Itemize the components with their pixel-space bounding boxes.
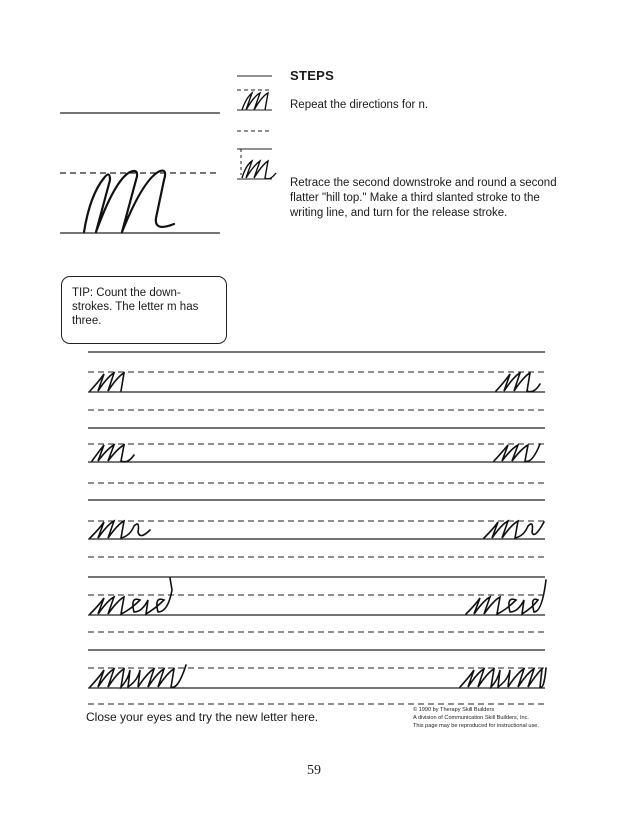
copyright-line3: This page may be reproduced for instructional use. bbox=[413, 723, 539, 729]
row1-word bbox=[0, 0, 1, 1]
step1-text: Repeat the directions for n. bbox=[290, 99, 429, 111]
step2-line2: flatter "hill top." Make a third slanted stroke to the bbox=[290, 192, 540, 204]
practice-row-1 bbox=[88, 352, 545, 410]
tip-line1: TIP: Count the down- bbox=[72, 287, 181, 299]
practice-row-2 bbox=[88, 428, 545, 483]
tip-line2: strokes. The letter m has bbox=[72, 301, 199, 313]
row4-right-mad bbox=[466, 580, 546, 614]
row3-right-me bbox=[484, 521, 544, 538]
step2-line3: writing line, and turn for the release stroke. bbox=[290, 207, 508, 219]
step2-line1: Retrace the second downstroke and round a second bbox=[290, 177, 557, 189]
row5-right-mum bbox=[460, 668, 546, 687]
copyright-line2: A division of Communication Skill Builders, Inc. bbox=[413, 715, 529, 721]
practice-row-3 bbox=[88, 500, 545, 557]
row1-right-m bbox=[496, 373, 540, 392]
row2-right-m bbox=[494, 444, 540, 461]
row4-left-mad bbox=[90, 578, 172, 614]
row2-left-m bbox=[92, 445, 134, 462]
practice-row-5 bbox=[88, 650, 545, 704]
footer-instruction: Close your eyes and try the new letter here. bbox=[86, 710, 319, 724]
page-number: 59 bbox=[307, 763, 321, 778]
tip-line3: three. bbox=[72, 315, 102, 327]
row3-left-me bbox=[90, 521, 150, 538]
steps-title: STEPS bbox=[290, 68, 335, 83]
row1-left-m bbox=[90, 373, 124, 391]
copyright-line1: © 1990 by Therapy Skill Builders bbox=[413, 707, 495, 713]
copyright-block bbox=[413, 706, 539, 730]
